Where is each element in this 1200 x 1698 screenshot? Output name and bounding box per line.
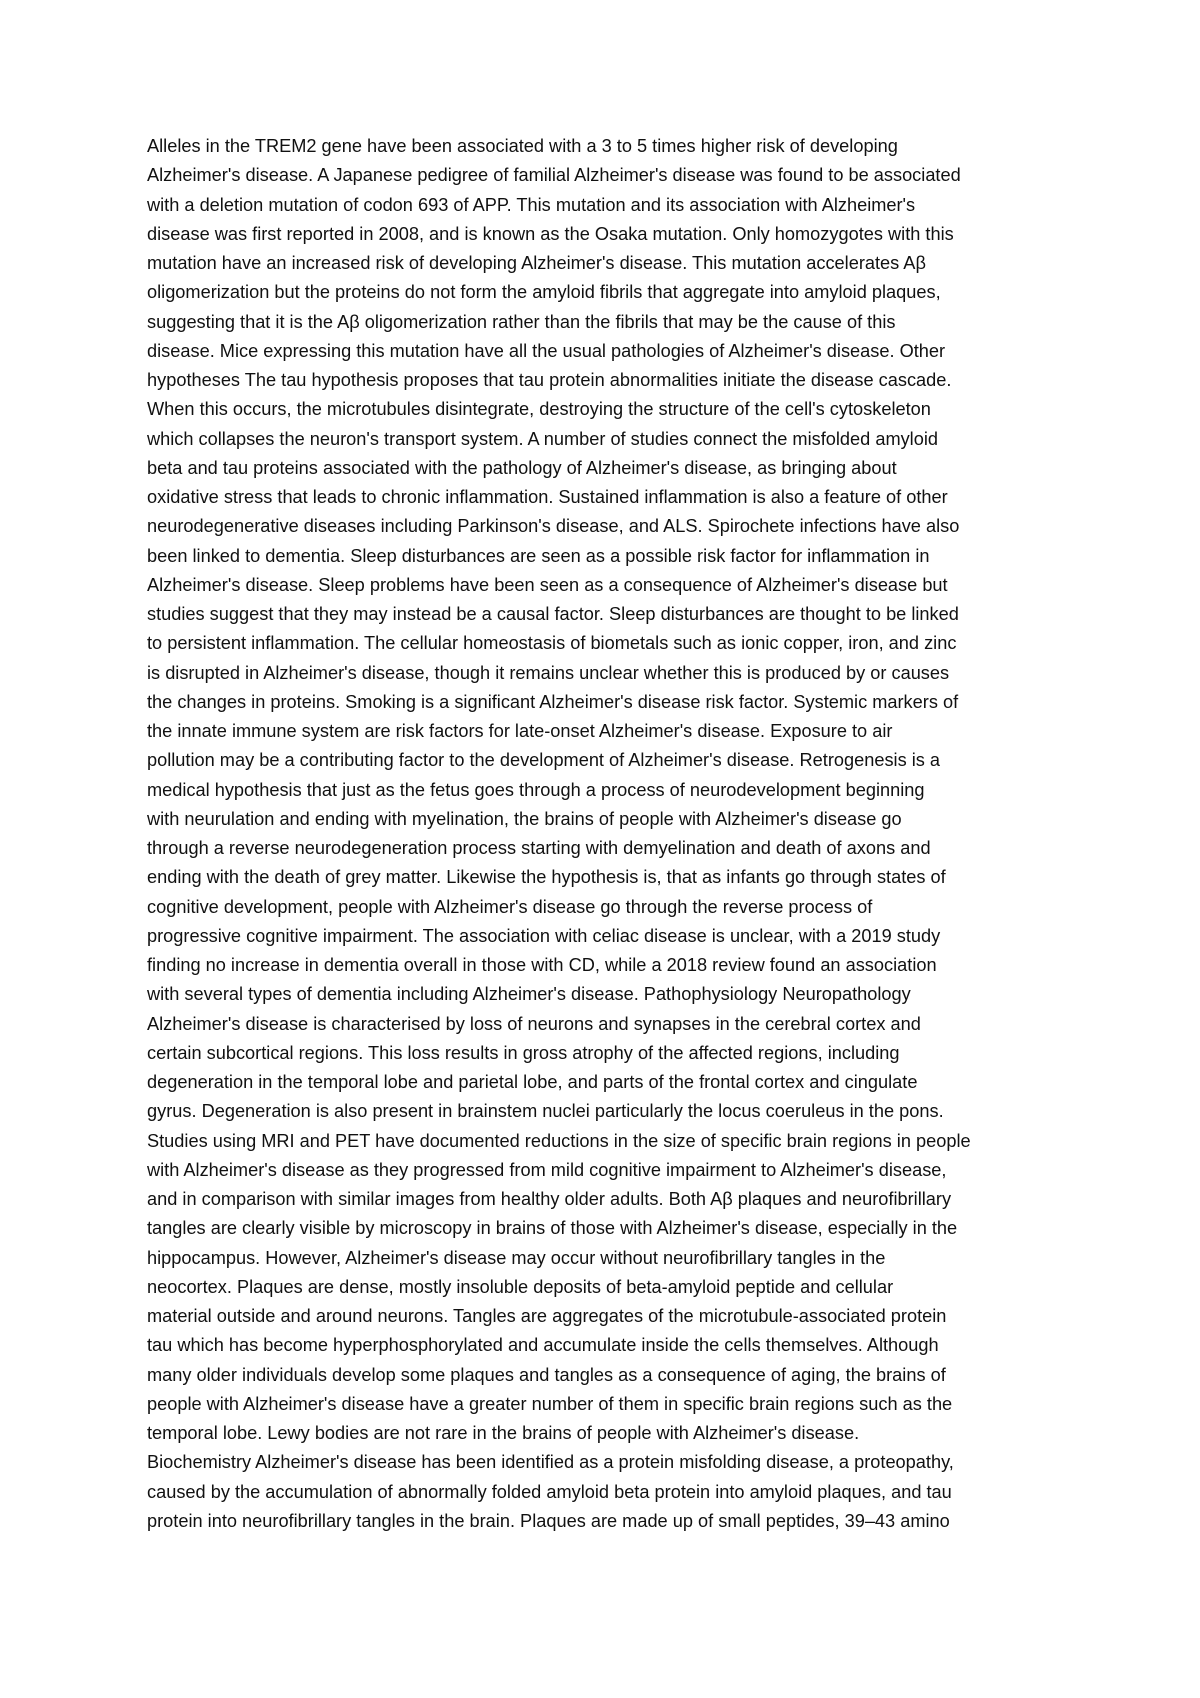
- text-line: and in comparison with similar images from healthy older adults. Both Aβ plaques and neurofibrillary: [147, 1189, 952, 1209]
- text-line: the innate immune system are risk factors for late-onset Alzheimer's disease. Exposure to air: [147, 721, 893, 741]
- text-line: suggesting that it is the Aβ oligomerization rather than the fibrils that may be the cause of this: [147, 311, 896, 332]
- text-line: ending with the death of grey matter. Likewise the hypothesis is, that as infants go through states of: [147, 867, 946, 888]
- text-line: tangles are clearly visible by microscopy in brains of those with Alzheimer's disease, especially in the: [147, 1218, 958, 1239]
- text-line: is disrupted in Alzheimer's disease, though it remains unclear whether this is produced by or causes: [147, 662, 950, 683]
- text-line: finding no increase in dementia overall in those with CD, while a 2018 review found an association: [147, 955, 937, 975]
- text-line: through a reverse neurodegeneration process starting with demyelination and death of axons and: [147, 838, 931, 858]
- text-line: many older individuals develop some plaques and tangles as a consequence of aging, the brains of: [147, 1364, 946, 1385]
- text-line: tau which has become hyperphosphorylated and accumulate inside the cells themselves. Although: [147, 1335, 939, 1356]
- text-line: When this occurs, the microtubules disintegrate, destroying the structure of the cell's cytoskeleton: [147, 399, 931, 420]
- text-line: medical hypothesis that just as the fetus goes through a process of neurodevelopment beginning: [147, 779, 925, 800]
- text-line: the changes in proteins. Smoking is a significant Alzheimer's disease risk factor. Systemic markers of: [147, 691, 959, 712]
- text-line: with Alzheimer's disease as they progressed from mild cognitive impairment to Alzheimer's disease,: [147, 1159, 947, 1180]
- text-line: hypotheses The tau hypothesis proposes that tau protein abnormalities initiate the disease cascade.: [147, 370, 952, 390]
- text-line: Alzheimer's disease. A Japanese pedigree of familial Alzheimer's disease was found to be associated: [147, 165, 961, 186]
- text-line: temporal lobe. Lewy bodies are not rare in the brains of people with Alzheimer's disease.: [147, 1423, 860, 1443]
- text-line: oligomerization but the proteins do not form the amyloid fibrils that aggregate into amyloid plaques,: [147, 282, 941, 303]
- text-line: pollution may be a contributing factor to the development of Alzheimer's disease. Retrogenesis is a: [147, 750, 941, 771]
- text-line: certain subcortical regions. This loss results in gross atrophy of the affected regions, including: [147, 1042, 900, 1063]
- text-line: gyrus. Degeneration is also present in brainstem nuclei particularly the locus coeruleus in the pons.: [147, 1101, 944, 1122]
- text-line: to persistent inflammation. The cellular homeostasis of biometals such as ionic copper, iron, and zinc: [147, 633, 957, 654]
- text-line: cognitive development, people with Alzheimer's disease go through the reverse process of: [147, 896, 873, 917]
- text-line: neurodegenerative diseases including Parkinson's disease, and ALS. Spirochete infections have also: [147, 516, 960, 537]
- text-line: with neurulation and ending with myelination, the brains of people with Alzheimer's disease go: [147, 808, 902, 829]
- text-line: protein into neurofibrillary tangles in the brain. Plaques are made up of small peptides, 39–43 amino: [147, 1510, 950, 1531]
- text-line: with a deletion mutation of codon 693 of APP. This mutation and its association with Alzheimer's: [147, 194, 916, 215]
- text-line: Biochemistry Alzheimer's disease has been identified as a protein misfolding disease, a proteopathy,: [147, 1452, 954, 1473]
- text-line: mutation have an increased risk of developing Alzheimer's disease. This mutation accelerates Aβ: [147, 253, 926, 273]
- text-line: caused by the accumulation of abnormally folded amyloid beta protein into amyloid plaques, and tau: [147, 1481, 952, 1502]
- body-text: [147, 132, 1067, 1536]
- text-line: people with Alzheimer's disease have a greater number of them in specific brain regions such as the: [147, 1393, 953, 1414]
- text-line: Alzheimer's disease. Sleep problems have been seen as a consequence of Alzheimer's disease but: [147, 574, 948, 595]
- text-line: oxidative stress that leads to chronic inflammation. Sustained inflammation is also a feature of other: [147, 487, 948, 507]
- text-line: Alleles in the TREM2 gene have been associated with a 3 to 5 times higher risk of developing: [147, 136, 898, 156]
- text-line: beta and tau proteins associated with the pathology of Alzheimer's disease, as bringing about: [147, 457, 897, 478]
- text-line: which collapses the neuron's transport system. A number of studies connect the misfolded amyloid: [147, 428, 938, 449]
- text-line: degeneration in the temporal lobe and parietal lobe, and parts of the frontal cortex and cingulate: [147, 1072, 918, 1092]
- text-line: with several types of dementia including Alzheimer's disease. Pathophysiology Neuropathology: [147, 984, 911, 1005]
- text-line: material outside and around neurons. Tangles are aggregates of the microtubule-associated protein: [147, 1306, 947, 1326]
- text-line: hippocampus. However, Alzheimer's disease may occur without neurofibrillary tangles in the: [147, 1247, 886, 1268]
- text-line: studies suggest that they may instead be a causal factor. Sleep disturbances are thought to be linked: [147, 604, 959, 624]
- text-line: Studies using MRI and PET have documented reductions in the size of specific brain regions in people: [147, 1130, 971, 1151]
- text-line: progressive cognitive impairment. The association with celiac disease is unclear, with a 2019 study: [147, 925, 941, 946]
- text-line: been linked to dementia. Sleep disturbances are seen as a possible risk factor for inflammation in: [147, 545, 930, 566]
- text-line: Alzheimer's disease is characterised by loss of neurons and synapses in the cerebral cortex and: [147, 1013, 921, 1034]
- text-line: disease. Mice expressing this mutation have all the usual pathologies of Alzheimer's disease. Other: [147, 340, 946, 361]
- text-line: neocortex. Plaques are dense, mostly insoluble deposits of beta-amyloid peptide and cellular: [147, 1276, 894, 1297]
- text-line: disease was first reported in 2008, and is known as the Osaka mutation. Only homozygotes with this: [147, 223, 954, 244]
